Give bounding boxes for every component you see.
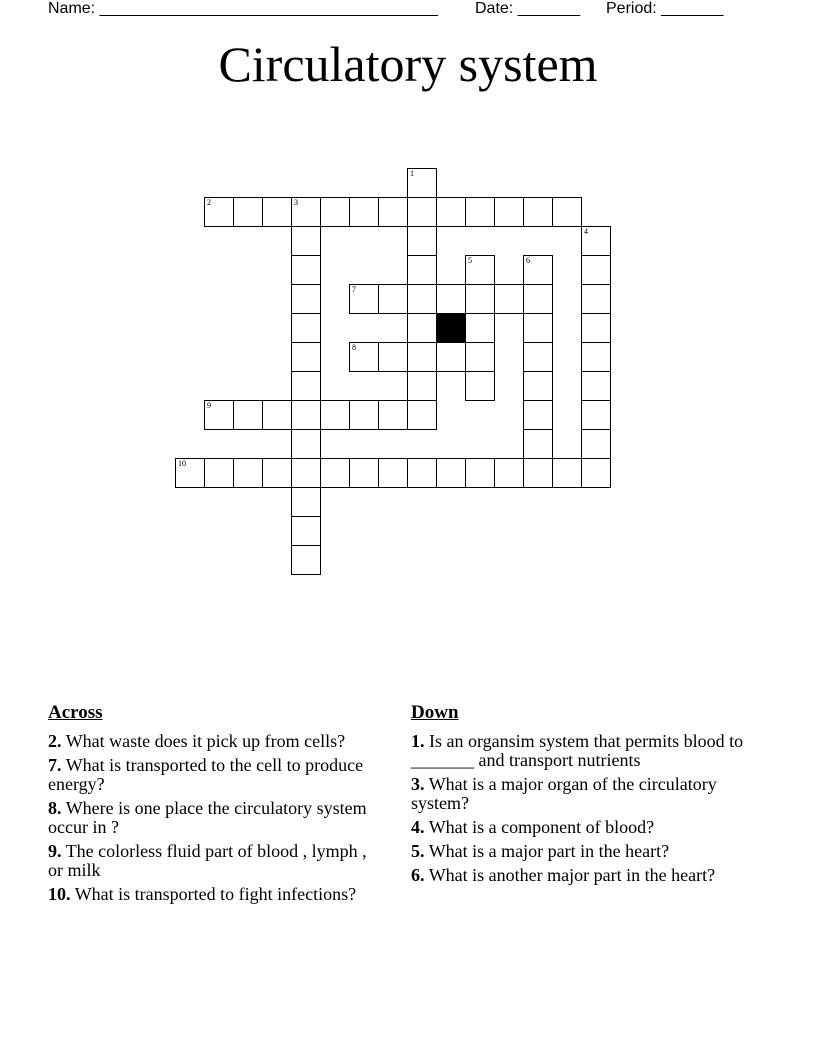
grid-cell[interactable] (523, 255, 553, 285)
grid-cell[interactable] (349, 284, 379, 314)
cell-number: 3 (294, 198, 298, 207)
grid-cell[interactable] (436, 284, 466, 314)
period-field[interactable]: Period: _______ (606, 0, 724, 17)
cell-number: 5 (468, 256, 472, 265)
grid-cell[interactable] (378, 458, 408, 488)
grid-cell[interactable] (465, 197, 495, 227)
cell-number: 7 (352, 285, 356, 294)
blocked-cell (436, 313, 466, 343)
clue-down-6: 6. What is another major part in the heart? (411, 865, 716, 885)
grid-cell[interactable] (349, 400, 379, 430)
clue-down-3: 3. What is a major organ of the circulatory system? (411, 774, 717, 813)
down-heading: Down (411, 702, 459, 723)
grid-cell[interactable] (523, 342, 553, 372)
grid-cell[interactable] (291, 400, 321, 430)
grid-cell[interactable] (349, 197, 379, 227)
clue-across-10: 10. What is transported to fight infections? (48, 884, 357, 904)
grid-cell[interactable] (349, 342, 379, 372)
grid-cell[interactable] (581, 255, 611, 285)
grid-cell[interactable] (320, 197, 350, 227)
grid-cell[interactable] (407, 255, 437, 285)
cell-number: 8 (352, 343, 356, 352)
grid-cell[interactable] (320, 400, 350, 430)
cell-number: 6 (526, 256, 530, 265)
grid-cell[interactable] (494, 458, 524, 488)
grid-cell[interactable] (523, 371, 553, 401)
grid-cell[interactable] (291, 255, 321, 285)
grid-cell[interactable] (436, 342, 466, 372)
grid-cell[interactable] (291, 487, 321, 517)
clue-down-1: 1. Is an organsim system that permits blood to _______ and transport nutrients (411, 731, 744, 770)
grid-cell[interactable] (465, 313, 495, 343)
across-heading: Across (48, 702, 103, 723)
grid-cell[interactable] (581, 226, 611, 256)
grid-cell[interactable] (262, 458, 292, 488)
grid-cell[interactable] (320, 458, 350, 488)
grid-cell[interactable] (581, 371, 611, 401)
grid-cell[interactable] (233, 400, 263, 430)
grid-cell[interactable] (262, 197, 292, 227)
grid-cell[interactable] (291, 516, 321, 546)
grid-cell[interactable] (523, 429, 553, 459)
clue-across-9: 9. The colorless fluid part of blood , lymph , or milk (48, 841, 367, 880)
across-clues (48, 702, 378, 909)
puzzle-title: Circulatory system (218, 36, 598, 92)
grid-cell[interactable] (436, 458, 466, 488)
grid-cell[interactable] (378, 197, 408, 227)
grid-cell[interactable] (175, 458, 205, 488)
grid-cell[interactable] (581, 400, 611, 430)
grid-cell[interactable] (523, 400, 553, 430)
grid-cell[interactable] (262, 400, 292, 430)
grid-cell[interactable] (407, 168, 437, 198)
grid-cell[interactable] (407, 197, 437, 227)
grid-cell[interactable] (407, 284, 437, 314)
grid-cell[interactable] (407, 458, 437, 488)
grid-cell[interactable] (407, 313, 437, 343)
grid-cell[interactable] (407, 226, 437, 256)
grid-cell[interactable] (291, 458, 321, 488)
grid-cell[interactable] (523, 284, 553, 314)
grid-cell[interactable] (378, 400, 408, 430)
grid-cell[interactable] (436, 197, 466, 227)
grid-cell[interactable] (291, 429, 321, 459)
grid-cell[interactable] (465, 458, 495, 488)
clue-across-2: 2. What waste does it pick up from cells? (48, 731, 346, 751)
grid-cell[interactable] (291, 197, 321, 227)
grid-cell[interactable] (291, 226, 321, 256)
cell-number: 2 (207, 198, 211, 207)
grid-cell[interactable] (581, 313, 611, 343)
grid-cell[interactable] (552, 458, 582, 488)
date-field[interactable]: Date: _______ (475, 0, 580, 17)
grid-cell[interactable] (291, 342, 321, 372)
grid-cell[interactable] (523, 458, 553, 488)
grid-cell[interactable] (407, 371, 437, 401)
grid-cell[interactable] (291, 545, 321, 575)
grid-cell[interactable] (233, 197, 263, 227)
cell-number: 9 (207, 401, 211, 410)
grid-cell[interactable] (552, 197, 582, 227)
grid-cell[interactable] (204, 197, 234, 227)
grid-cell[interactable] (291, 371, 321, 401)
grid-cell[interactable] (465, 342, 495, 372)
grid-cell[interactable] (465, 284, 495, 314)
grid-cell[interactable] (378, 342, 408, 372)
down-clues (411, 702, 771, 890)
grid-cell[interactable] (407, 400, 437, 430)
clue-across-7: 7. What is transported to the cell to produce energy? (48, 755, 364, 794)
grid-cell[interactable] (204, 400, 234, 430)
grid-cell[interactable] (291, 313, 321, 343)
grid-cell[interactable] (349, 458, 379, 488)
cell-number: 1 (410, 169, 414, 178)
clue-down-4: 4. What is a component of blood? (411, 817, 655, 837)
grid-cell[interactable] (523, 313, 553, 343)
cell-number: 10 (178, 459, 186, 468)
grid-cell[interactable] (204, 458, 234, 488)
grid-cell[interactable] (407, 342, 437, 372)
grid-cell[interactable] (233, 458, 263, 488)
grid-cell[interactable] (581, 284, 611, 314)
cell-number: 4 (584, 227, 588, 236)
clue-down-5: 5. What is a major part in the heart? (411, 841, 670, 861)
grid-cell[interactable] (465, 255, 495, 285)
grid-cell[interactable] (581, 429, 611, 459)
grid-cell[interactable] (378, 284, 408, 314)
grid-cell[interactable] (581, 458, 611, 488)
grid-cell[interactable] (465, 371, 495, 401)
grid-cell[interactable] (523, 197, 553, 227)
grid-cell[interactable] (581, 342, 611, 372)
name-field[interactable]: Name: ______________________________________ (48, 0, 438, 17)
grid-cell[interactable] (494, 197, 524, 227)
grid-cell[interactable] (494, 284, 524, 314)
clue-across-8: 8. Where is one place the circulatory system occur in ? (48, 798, 367, 837)
grid-cell[interactable] (291, 284, 321, 314)
